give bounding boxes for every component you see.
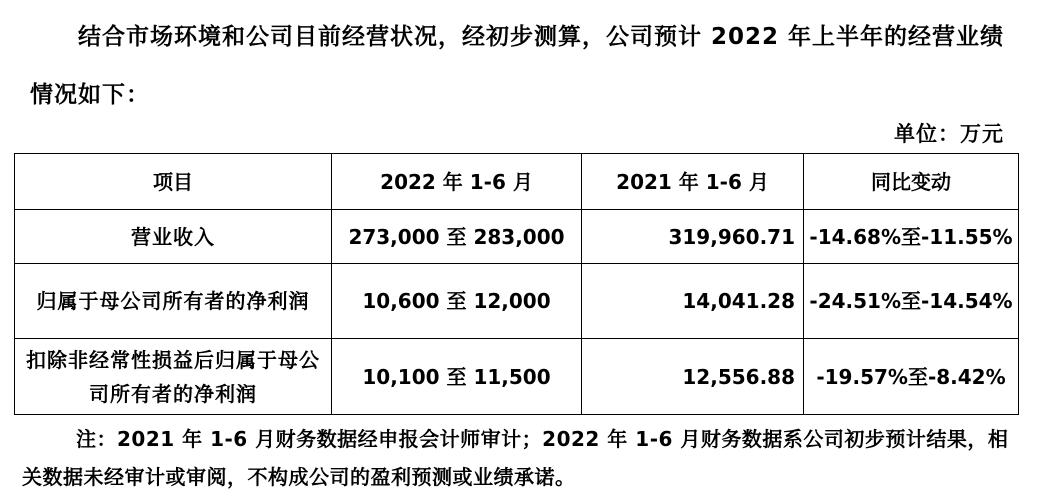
header-change: 同比变动 [804, 154, 1019, 210]
row-item-label: 营业收入 [15, 210, 332, 264]
row-current-value: 10,100 至 11,500 [332, 339, 582, 415]
unit-label: 单位：万元 [894, 122, 1004, 146]
footnote: 注：2021 年 1-6 月财务数据经申报会计师审计；2022 年 1-6 月财务数据系公司初步预计结果，相关数据未经审计或审阅，不构成公司的盈利预测或业绩承诺。 [22, 427, 1009, 489]
row-change-value: -19.57%至-8.42% [804, 339, 1019, 415]
row-prior-value: 14,041.28 [582, 264, 804, 339]
intro-paragraph: 结合市场环境和公司目前经营状况，经初步测算，公司预计 2022 年上半年的经营业绩情况如下： [30, 24, 1005, 108]
header-2021: 2021 年 1-6 月 [582, 154, 804, 210]
header-item: 项目 [15, 154, 332, 210]
performance-table [14, 153, 1019, 415]
row-change-value: -24.51%至-14.54% [804, 264, 1019, 339]
row-current-value: 10,600 至 12,000 [332, 264, 582, 339]
table-row [15, 210, 1019, 264]
row-item-label: 扣除非经常性损益后归属于母公司所有者的净利润 [15, 339, 332, 415]
row-prior-value: 319,960.71 [582, 210, 804, 264]
table-row [15, 264, 1019, 339]
row-current-value: 273,000 至 283,000 [332, 210, 582, 264]
header-2022: 2022 年 1-6 月 [332, 154, 582, 210]
row-prior-value: 12,556.88 [582, 339, 804, 415]
table-header-row [15, 154, 1019, 210]
table-row [15, 339, 1019, 415]
row-change-value: -14.68%至-11.55% [804, 210, 1019, 264]
row-item-label: 归属于母公司所有者的净利润 [15, 264, 332, 339]
